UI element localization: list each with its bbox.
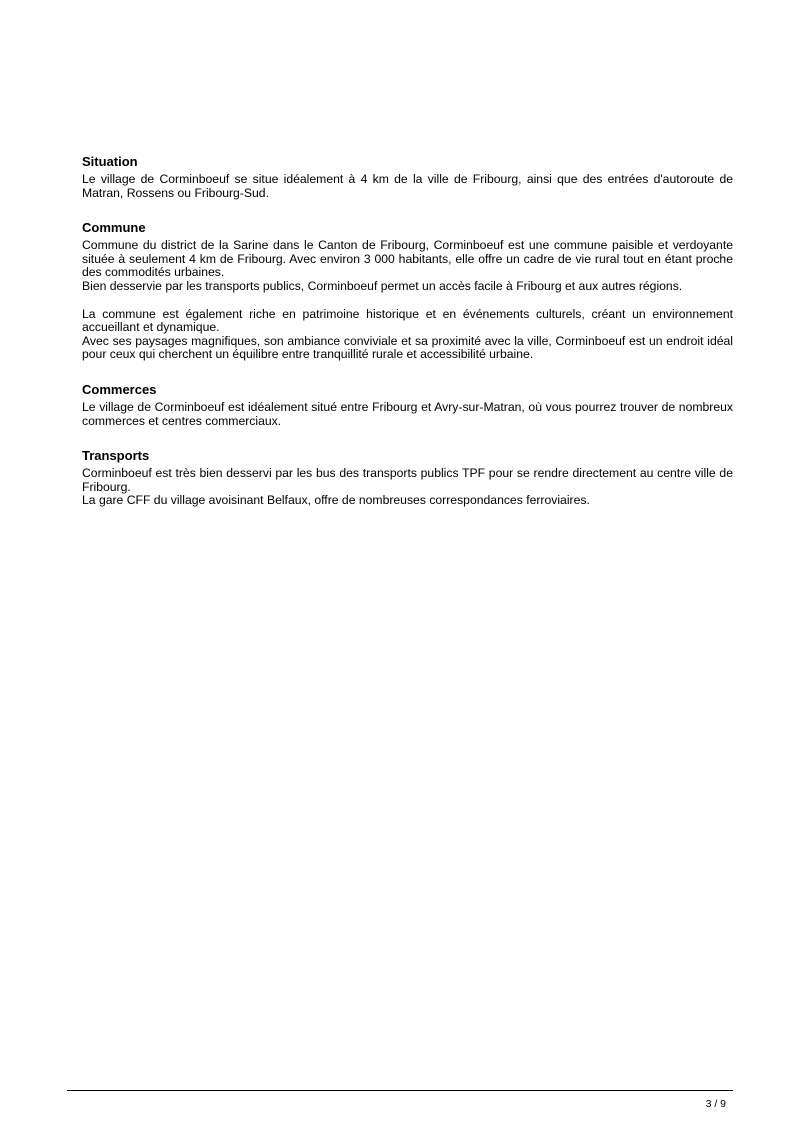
page-number: 3 / 9: [705, 1098, 726, 1110]
paragraph: La gare CFF du village avoisinant Belfaux, offre de nombreuses correspondances ferroviaires.: [82, 493, 590, 508]
section-title-situation: Situation: [82, 154, 138, 169]
paragraph: Commune du district de la Sarine dans le Canton de Fribourg, Corminboeuf est une commune paisible et verdoyante située à seulement 4 km de Fribourg. Avec environ 3 000 habitants, elle offre un cadre de vie rural tout en étant proche des commodités urbaines.: [82, 238, 733, 280]
section-transports: [82, 448, 733, 508]
section-commune: [82, 220, 733, 362]
document-body: [82, 154, 733, 528]
paragraph: Corminboeuf est très bien desservi par les bus des transports publics TPF pour se rendre directement au centre ville de Fribourg.: [82, 466, 733, 494]
section-title-commune: Commune: [82, 220, 146, 236]
paragraph: Le village de Corminboeuf est idéalement situé entre Fribourg et Avry-sur-Matran, où vous pourrez trouver de nombreux commerces et centres commerciaux.: [82, 399, 733, 428]
section-situation: [82, 154, 733, 200]
section-commerces: [82, 382, 733, 428]
section-title-commerces: Commerces: [82, 381, 157, 397]
paragraph: La commune est également riche en patrimoine historique et en événements culturels, créant un environnement accueillant et dynamique.: [82, 306, 733, 335]
paragraph: Bien desservie par les transports publics, Corminboeuf permet un accès facile à Fribourg et aux autres régions.: [82, 278, 683, 293]
section-title-transports: Transports: [82, 448, 150, 464]
footer-divider: [67, 1090, 733, 1091]
paragraph: Avec ses paysages magnifiques, son ambiance conviviale et sa proximité avec la ville, Corminboeuf est un endroit idéal pour ceux qui cherchent un équilibre entre tranquillité rurale et accessibilité urbaine.: [82, 333, 733, 362]
paragraph: Le village de Corminboeuf se situe idéalement à 4 km de la ville de Fribourg, ainsi que des entrées d'autoroute de Matran, Rossens ou Fribourg-Sud.: [82, 172, 733, 200]
